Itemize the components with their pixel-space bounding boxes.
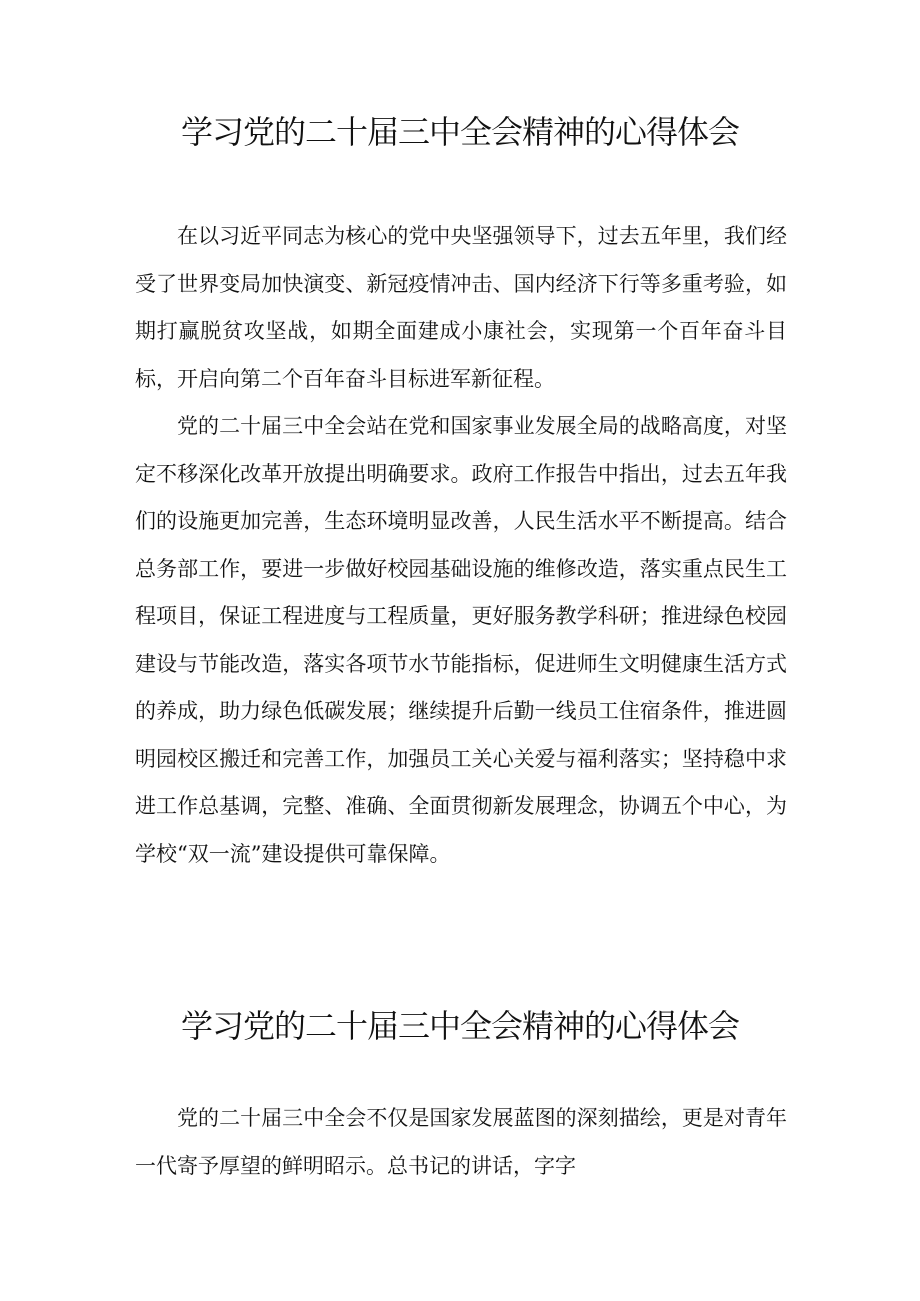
paragraph: 党的二十届三中全会站在党和国家事业发展全局的战略高度，对坚定不移深化改革开放提出明确要求。政府工作报告中指出，过去五年我们的设施更加完善，生态环境明显改善，人民生活水平不断提高。结合总务部工作，要进一步做好校园基础设施的维修改造，落实重点民生工程项目，保证工程进度与工程质量，更好服务教学科研；推进绿色校园建设与节能改造，落实各项节水节能指标，促进师生文明健康生活方式的养成，助力绿色低碳发展；继续提升后勤一线员工住宿条件，推进圆明园校区搬迁和完善工作，加强员工关心关爱与福利落实；坚持稳中求进工作总基调，完整、准确、全面贯彻新发展理念，协调五个中心，为学校“双一流”建设提供可靠保障。 xyxy=(135,414,787,866)
document-title: 学习党的二十届三中全会精神的心得体会 xyxy=(180,1007,739,1045)
paragraph: 党的二十届三中全会不仅是国家发展蓝图的深刻描绘，更是对青年一代寄予厚望的鲜明昭示。总书记的讲话，字字 xyxy=(135,1106,787,1178)
article-body xyxy=(135,213,787,878)
document-title: 学习党的二十届三中全会精神的心得体会 xyxy=(180,113,739,151)
article-body xyxy=(135,1095,787,1190)
paragraph: 在以习近平同志为核心的党中央坚强领导下，过去五年里，我们经受了世界变局加快演变、新冠疫情冲击、国内经济下行等多重考验，如期打赢脱贫攻坚战，如期全面建成小康社会，实现第一个百年奋斗目标，开启向第二个百年奋斗目标进军新征程。 xyxy=(135,224,787,391)
